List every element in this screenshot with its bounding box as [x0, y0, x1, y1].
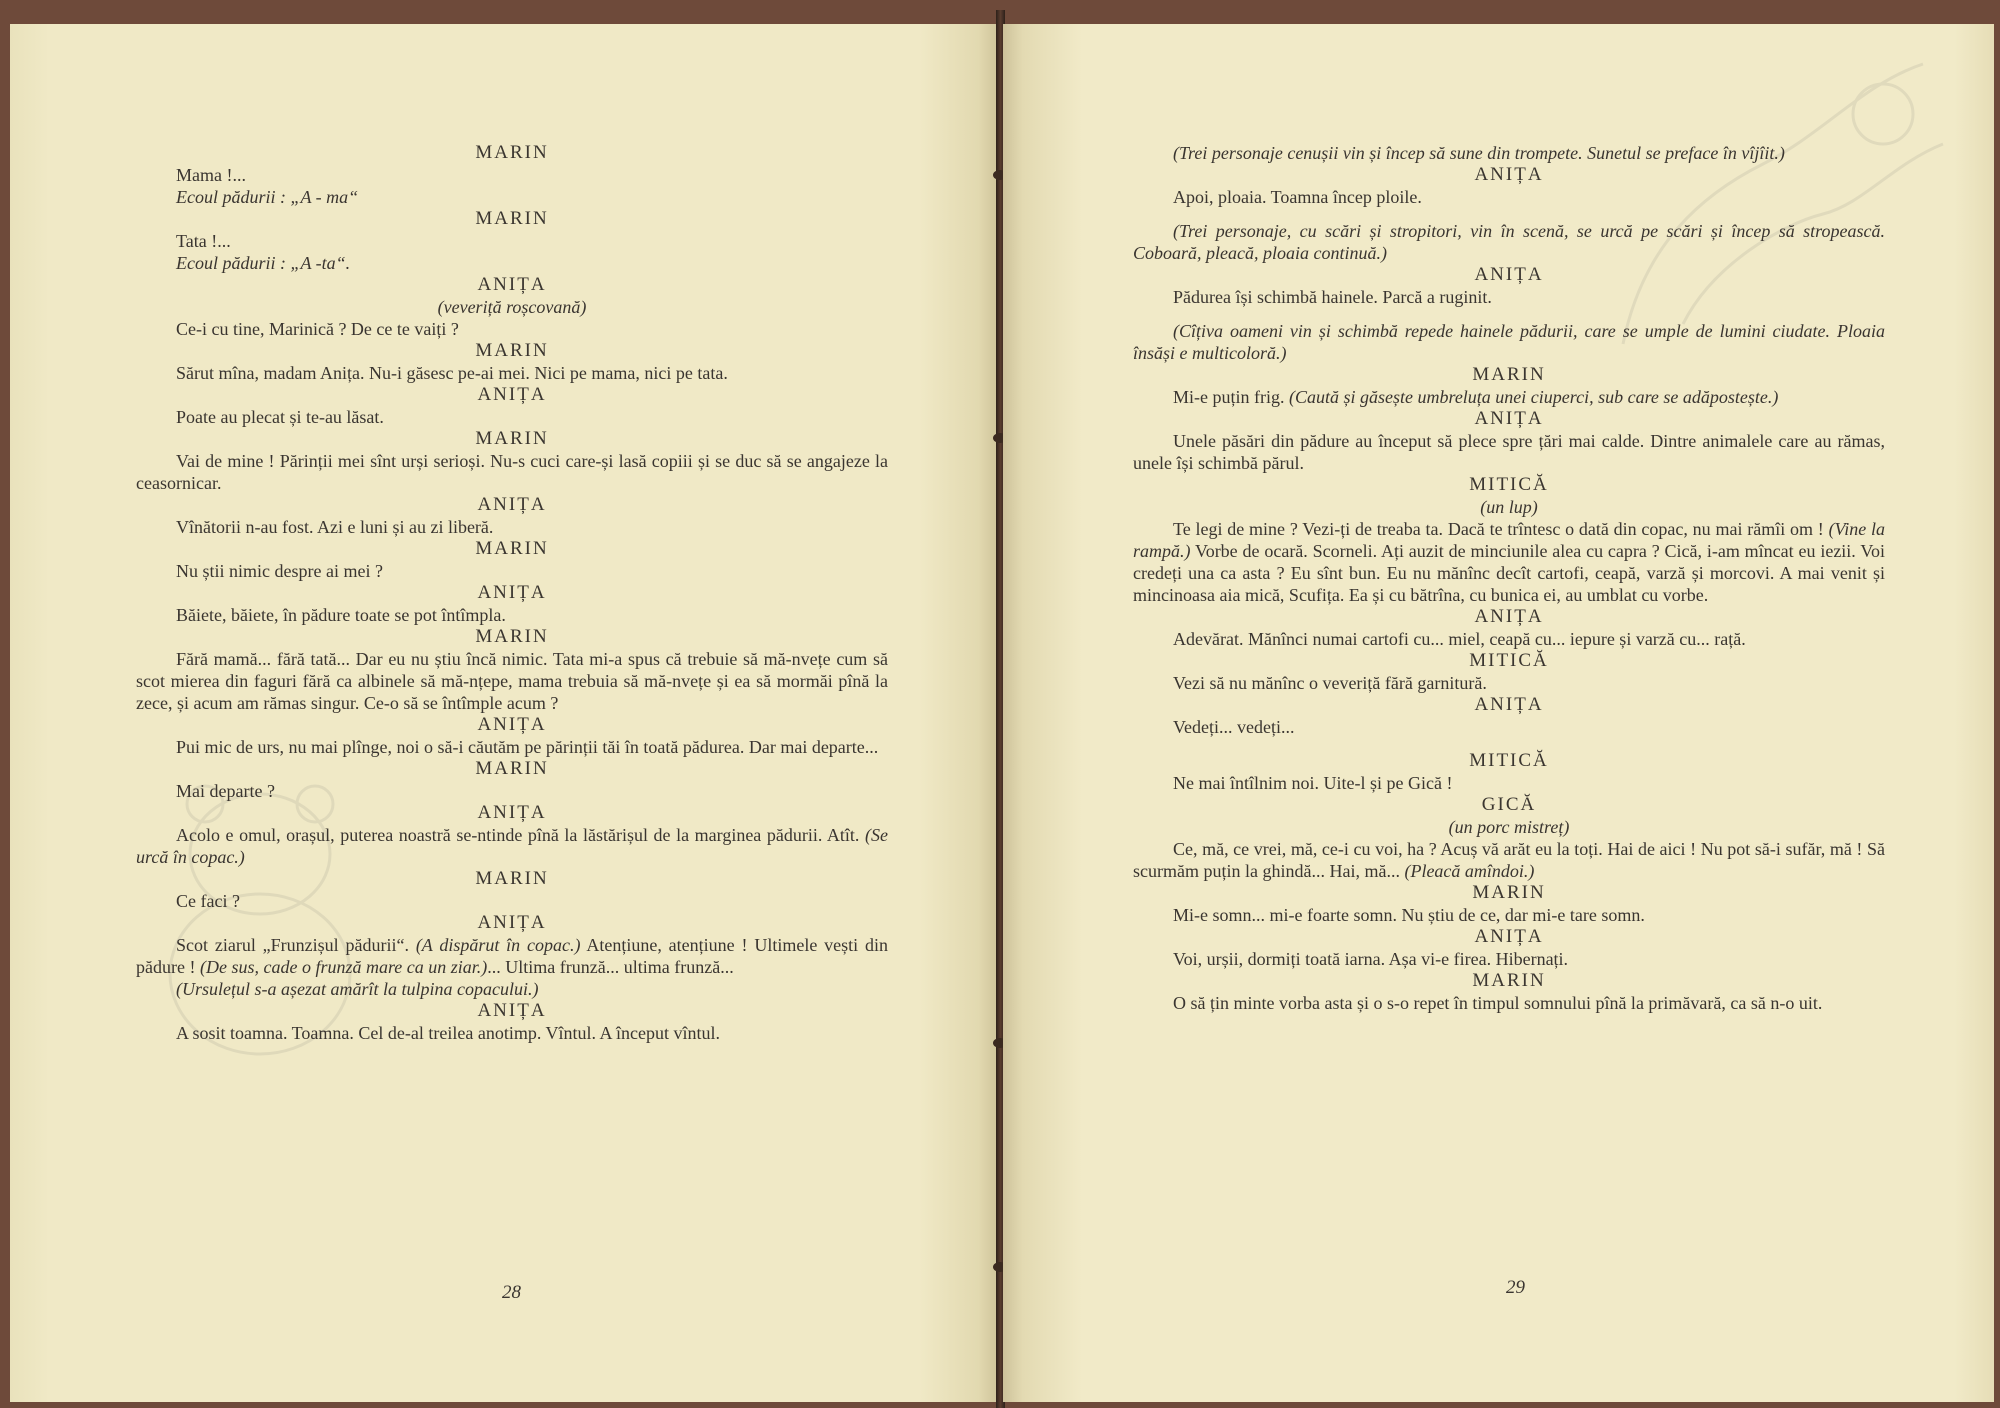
speaker-name: MARIN [475, 626, 549, 647]
dialogue-line [136, 318, 888, 340]
dialogue-text: Atențiune, atențiune ! Ultimele vești din pădure ! [136, 935, 888, 977]
speaker-name: ANIȚA [1474, 694, 1544, 715]
speaker-name: ANIȚA [1474, 408, 1544, 429]
dialogue-text: Ne mai întîlnim noi. Uite-l și pe Gică ! [1173, 773, 1453, 793]
dialogue-line [1133, 628, 1885, 650]
dialogue-line [136, 450, 888, 494]
dialogue-text: Fără mamă... fără tată... Dar eu nu știu încă nimic. Tata mi-a spus că trebuie să mă-nvețe cum să scot mierea din faguri fără ca albinele să mă-nțepe, mama trebuia să mă-nvețe și ea să mormăi pînă la zece, și acum am rămas singur. Ce-o să se întîmple acum ? [136, 649, 888, 713]
dialogue-text: Sărut mîna, madam Anița. Nu-i găsesc pe-ai mei. Nici pe mama, nici pe tata. [176, 363, 728, 383]
inline-stage-direction: (Pleacă amîndoi.) [1404, 861, 1535, 881]
dialogue-text: Mi-e somn... mi-e foarte somn. Nu știu de ce, dar mi-e tare somn. [1173, 905, 1645, 925]
speaker-name: MARIN [475, 428, 549, 449]
dialogue-line [136, 934, 888, 978]
dialogue-line [1133, 672, 1885, 694]
inline-stage-direction: (Vine la rampă.) [1133, 519, 1885, 561]
dialogue-line [136, 736, 888, 758]
dialogue-text: Mai departe ? [176, 781, 275, 801]
dialogue-line [1133, 948, 1885, 970]
dialogue-text: Vînătorii n-au fost. Azi e luni și au zi liberă. [176, 517, 494, 537]
speaker-name: MITICĂ [1469, 750, 1549, 771]
stage-direction: (Trei personaje cenușii vin și încep să sune din trompete. Sunetul se preface în vîjîit.) [1173, 143, 1785, 163]
character-description: (un lup) [1480, 497, 1538, 517]
dialogue-text: A sosit toamna. Toamna. Cel de-al treilea anotimp. Vîntul. A început vîntul. [176, 1023, 720, 1043]
speaker-name: MARIN [1472, 970, 1546, 991]
inline-stage-direction: (De sus, cade o frunză mare ca un ziar.) [199, 957, 488, 977]
stage-direction: Ecoul pădurii : „A -ta“. [176, 253, 351, 273]
dialogue-text: Ce, mă, ce vrei, mă, ce-i cu voi, ha ? Acuș vă arăt eu la toți. Hai de aici ! Nu pot să-i sufăr, mă ! Să scurmăm puțin la ghindă... Hai, mă... [1133, 839, 1885, 881]
dialogue-line [136, 230, 888, 252]
inline-stage-direction: (Se urcă în copac.) [136, 825, 888, 867]
left-text-column [136, 142, 888, 1044]
dialogue-text: Apoi, ploaia. Toamna încep ploile. [1173, 187, 1422, 207]
speaker-name: ANIȚA [477, 1000, 547, 1021]
dialogue-line [136, 406, 888, 428]
speaker-name: ANIȚA [477, 384, 547, 405]
speaker-name: ANIȚA [477, 714, 547, 735]
dialogue-text: Pui mic de urs, nu mai plînge, noi o să-i căutăm pe părinții tăi în toată pădurea. Dar mai departe... [176, 737, 879, 757]
dialogue-line [1133, 186, 1885, 208]
page-number-left: 28 [502, 1282, 521, 1303]
right-page [1003, 24, 1994, 1402]
page-number-right: 29 [1506, 1277, 1525, 1298]
dialogue-line [1133, 286, 1885, 308]
speaker-name: ANIȚA [477, 494, 547, 515]
speaker-name: MARIN [1472, 364, 1546, 385]
speaker-name: ANIȚA [477, 802, 547, 823]
dialogue-text: ... Ultima frunză... ultima frunză... [487, 957, 734, 977]
stage-direction: (Trei personaje, cu scări și stropitori, vin în scenă, se urcă pe scări și încep să stropească. Coboară, pleacă, ploaia continuă.) [1133, 221, 1885, 263]
dialogue-text: Vedeți... vedeți... [1173, 717, 1295, 737]
dialogue-text: Nu știi nimic despre ai mei ? [176, 561, 383, 581]
dialogue-text: Scot ziarul „Frunzișul pădurii“. [176, 935, 416, 955]
dialogue-line [136, 560, 888, 582]
stage-direction: (Cîțiva oameni vin și schimbă repede hainele pădurii, care se umple de lumini ciudate. Ploaia însăși e multicoloră.) [1133, 321, 1885, 363]
speaker-name: MARIN [1472, 882, 1546, 903]
dialogue-text: Voi, urșii, dormiți toată iarna. Așa vi-e firea. Hibernați. [1173, 949, 1569, 969]
dialogue-text: Acolo e omul, orașul, puterea noastră se-ntinde pînă la lăstărișul de la marginea pădurii. Atît. [176, 825, 860, 845]
dialogue-text: Vezi să nu mănînc o veveriță fără garnitură. [1173, 673, 1487, 693]
speaker-name: ANIȚA [477, 274, 547, 295]
speaker-name: ANIȚA [1474, 264, 1544, 285]
dialogue-line [136, 604, 888, 626]
dialogue-line [136, 164, 888, 186]
dialogue-text: Mi-e puțin frig. [1173, 387, 1289, 407]
speaker-name: MARIN [475, 340, 549, 361]
dialogue-text: Ce-i cu tine, Marinică ? De ce te vaiți ? [176, 319, 459, 339]
dialogue-text: Vorbe de ocară. Scorneli. Ați auzit de minciunile alea cu capra ? Cică, i-am mîncat eu iezii. Voi credeți una ca asta ? Eu sînt bun. Eu nu mănînc decît cartofi, ceapă, varză și morcovi. A mai venit și mincinoasa aia mică, Scufița. Ea și cu bătrîna, cu bunica ei, au umblat cu vorbe. [1133, 541, 1885, 605]
stage-direction: Ecoul pădurii : „A - ma“ [176, 187, 359, 207]
character-description: (veveriță roșcovană) [437, 297, 587, 317]
dialogue-line [1133, 992, 1885, 1014]
dialogue-text: Pădurea își schimbă hainele. Parcă a ruginit. [1173, 287, 1492, 307]
right-text-column [1133, 142, 1885, 1014]
inline-stage-direction: (A dispărut în copac.) [415, 935, 581, 955]
dialogue-line [136, 516, 888, 538]
dialogue-line [1133, 430, 1885, 474]
dialogue-text: Tata !... [176, 231, 231, 251]
character-description: (un porc mistreț) [1448, 817, 1570, 837]
dialogue-line [1133, 838, 1885, 882]
speaker-name: MITICĂ [1469, 650, 1549, 671]
speaker-name: ANIȚA [1474, 164, 1544, 185]
dialogue-text: Poate au plecat și te-au lăsat. [176, 407, 384, 427]
dialogue-line [136, 648, 888, 714]
dialogue-text: Băiete, băiete, în pădure toate se pot întîmpla. [176, 605, 506, 625]
dialogue-text: Ce faci ? [176, 891, 240, 911]
dialogue-line [1133, 904, 1885, 926]
dialogue-line [136, 1022, 888, 1044]
speaker-name: ANIȚA [477, 912, 547, 933]
speaker-name: MARIN [475, 538, 549, 559]
left-page [10, 24, 998, 1402]
dialogue-line [136, 824, 888, 868]
speaker-name: ANIȚA [1474, 606, 1544, 627]
dialogue-text: Unele păsări din pădure au început să plece spre țări mai calde. Dintre animalele care au rămas, unele își schimbă părul. [1133, 431, 1885, 473]
dialogue-text: O să țin minte vorba asta și o s-o repet în timpul somnului pînă la primăvară, ca să n-o uit. [1173, 993, 1823, 1013]
stage-direction: (Ursulețul s-a așezat amărît la tulpina copacului.) [176, 979, 539, 999]
dialogue-line [136, 780, 888, 802]
dialogue-text: Te legi de mine ? Vezi-ți de treaba ta. Dacă te trîntesc o dată din copac, nu mai rămîi om ! [1173, 519, 1829, 539]
dialogue-line [136, 362, 888, 384]
speaker-name: MITICĂ [1469, 474, 1549, 495]
speaker-name: MARIN [475, 142, 549, 163]
dialogue-line [136, 890, 888, 912]
speaker-name: MARIN [475, 758, 549, 779]
speaker-name: MARIN [475, 868, 549, 889]
dialogue-line [1133, 716, 1885, 738]
dialogue-line [1133, 772, 1885, 794]
dialogue-line [1133, 386, 1885, 408]
speaker-name: ANIȚA [1474, 926, 1544, 947]
dialogue-text: Mama !... [176, 165, 246, 185]
dialogue-text: Vai de mine ! Părinții mei sînt urși serioși. Nu-s cuci care-și lasă copiii și se duc să se angajeze la ceasornicar. [136, 451, 888, 493]
inline-stage-direction: (Caută și găsește umbreluța unei ciuperci, sub care se adăpostește.) [1288, 387, 1779, 407]
speaker-name: ANIȚA [477, 582, 547, 603]
speaker-name: MARIN [475, 208, 549, 229]
speaker-name: GICĂ [1481, 794, 1537, 815]
dialogue-line [1133, 518, 1885, 606]
dialogue-text: Adevărat. Mănînci numai cartofi cu... miel, ceapă cu... iepure și varză cu... rață. [1173, 629, 1746, 649]
